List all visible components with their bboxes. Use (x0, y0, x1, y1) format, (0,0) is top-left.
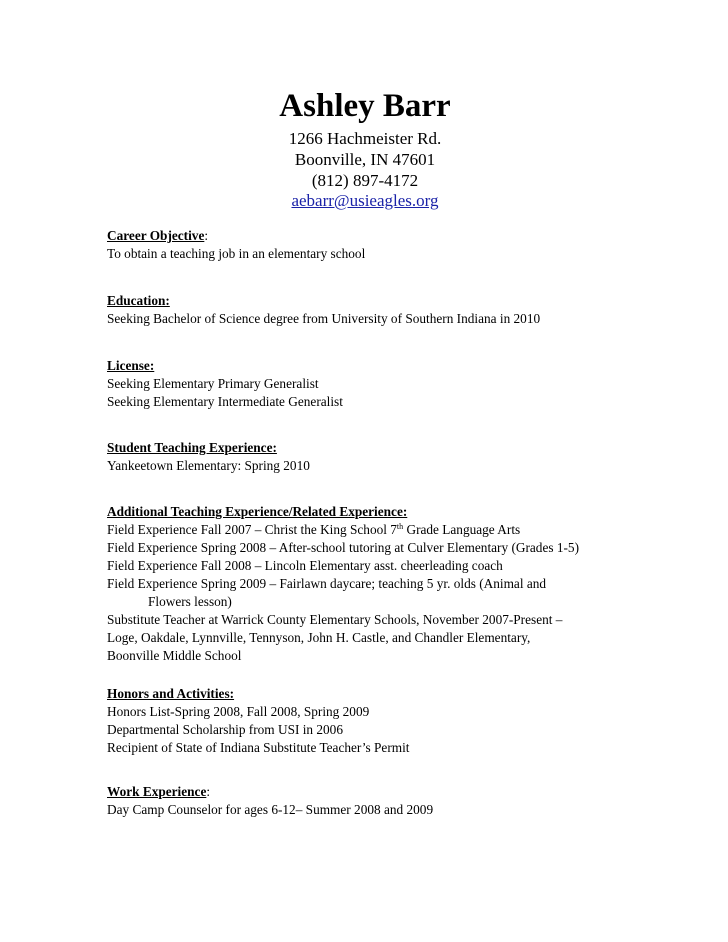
additional-experience-section (107, 503, 707, 665)
career-objective-heading-row (107, 227, 707, 245)
experience-item: Field Experience Spring 2008 – After-school tutoring at Culver Elementary (Grades 1-5) (107, 540, 580, 555)
career-objective-heading: Career Objective (107, 228, 205, 243)
work-experience-item: Day Camp Counselor for ages 6-12– Summer 2008 and 2009 (107, 802, 434, 817)
email-row (270, 190, 460, 211)
work-experience-colon: : (206, 784, 211, 799)
student-teaching-text: Yankeetown Elementary: Spring 2010 (107, 458, 310, 473)
education-text: Seeking Bachelor of Science degree from University of Southern Indiana in 2010 (107, 311, 541, 326)
license-item: Seeking Elementary Intermediate Generalist (107, 394, 343, 409)
license-heading: License: (107, 358, 155, 373)
honors-item: Recipient of State of Indiana Substitute Teacher’s Permit (107, 740, 410, 755)
education-heading: Education: (107, 293, 170, 308)
experience-item: Substitute Teacher at Warrick County Elementary Schools, November 2007-Present – (107, 612, 563, 627)
honors-item: Departmental Scholarship from USI in 2006 (107, 722, 343, 737)
experience-item-text: Grade Language Arts (403, 522, 521, 537)
experience-item-continued: Loge, Oakdale, Lynnville, Tennyson, John H. Castle, and Chandler Elementary, (107, 630, 531, 645)
license-item: Seeking Elementary Primary Generalist (107, 376, 319, 391)
license-section (107, 357, 707, 411)
honors-item: Honors List-Spring 2008, Fall 2008, Spring 2009 (107, 704, 370, 719)
experience-item: Field Experience Spring 2009 – Fairlawn daycare; teaching 5 yr. olds (Animal and (107, 576, 547, 591)
work-experience-heading: Work Experience (107, 784, 207, 799)
phone-number: (812) 897-4172 (311, 171, 419, 190)
experience-item-continued: Boonville Middle School (107, 648, 242, 663)
education-section (107, 292, 707, 328)
street-address: 1266 Hachmeister Rd. (288, 129, 442, 148)
ordinal-suffix: th (396, 522, 404, 531)
honors-heading: Honors and Activities: (107, 686, 235, 701)
career-objective-colon: : (204, 228, 209, 243)
student-teaching-section (107, 439, 707, 475)
additional-experience-heading: Additional Teaching Experience/Related Experience: (107, 504, 408, 519)
student-teaching-heading: Student Teaching Experience: (107, 440, 277, 455)
work-experience-heading-row (107, 783, 707, 801)
experience-item (107, 521, 707, 539)
experience-item-continued: Flowers lesson) (148, 594, 232, 609)
city-state-zip: Boonville, IN 47601 (294, 150, 436, 169)
experience-item-text: Field Experience Fall 2007 – Christ the King School 7 (107, 522, 397, 537)
work-experience-section (107, 783, 707, 819)
applicant-name: Ashley Barr (279, 88, 451, 124)
experience-item: Field Experience Fall 2008 – Lincoln Elementary asst. cheerleading coach (107, 558, 503, 573)
career-objective-text: To obtain a teaching job in an elementary school (107, 246, 366, 261)
career-objective-section (107, 227, 707, 263)
email-link[interactable]: aebarr@usieagles.org (291, 191, 439, 210)
honors-section (107, 685, 707, 757)
